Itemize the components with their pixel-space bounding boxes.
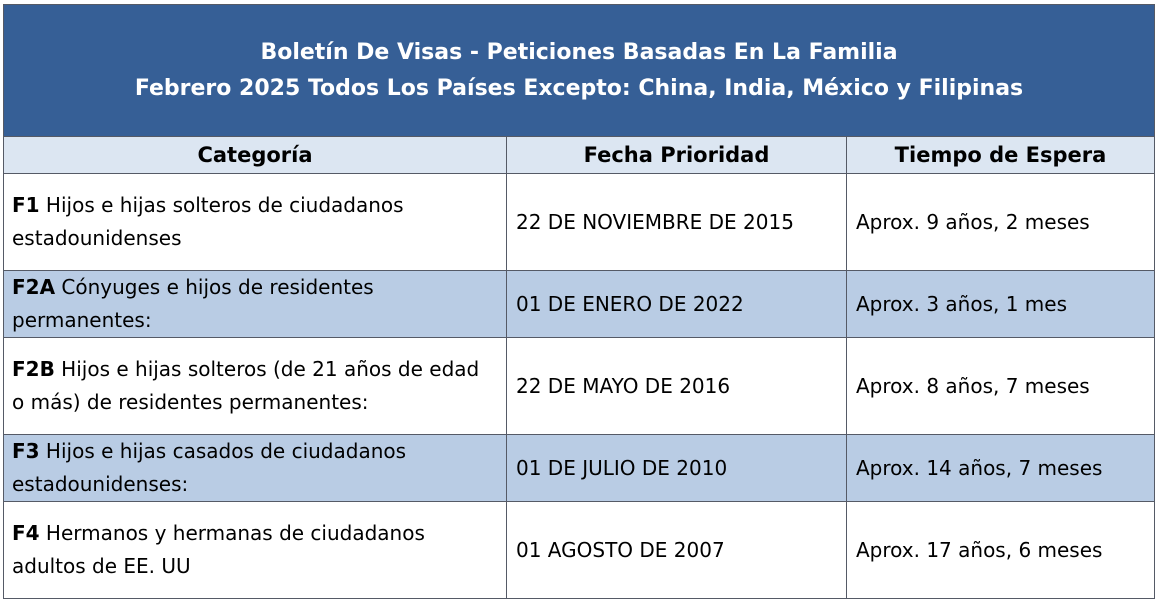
category-description: Hijos e hijas solteros (de 21 años de edad o más) de residentes permanentes:: [12, 357, 480, 414]
category-code: F1: [12, 193, 40, 217]
category-code: F4: [12, 521, 40, 545]
category-cell: [4, 338, 507, 435]
column-header-row: [4, 137, 1155, 174]
category-cell: [4, 174, 507, 271]
table-row-f2a: [4, 271, 1155, 338]
priority-date-cell: 01 AGOSTO DE 2007: [507, 502, 847, 599]
wait-time-cell: Aprox. 3 años, 1 mes: [847, 271, 1155, 338]
priority-date-cell: 22 DE NOVIEMBRE DE 2015: [507, 174, 847, 271]
category-code: F2B: [12, 357, 55, 381]
priority-date-cell: 01 DE ENERO DE 2022: [507, 271, 847, 338]
table-row-f2b: [4, 338, 1155, 435]
priority-date-cell: 22 DE MAYO DE 2016: [507, 338, 847, 435]
category-code: F3: [12, 439, 40, 463]
header-category: Categoría: [4, 137, 507, 174]
wait-time-cell: Aprox. 17 años, 6 meses: [847, 502, 1155, 599]
header-priority-date: Fecha Prioridad: [507, 137, 847, 174]
table-title: [4, 5, 1155, 137]
wait-time-cell: Aprox. 8 años, 7 meses: [847, 338, 1155, 435]
title-line-2: Febrero 2025 Todos Los Países Excepto: China, India, México y Filipinas: [134, 75, 1024, 101]
category-description: Hijos e hijas casados de ciudadanos estadounidenses:: [12, 439, 407, 496]
category-cell: [4, 271, 507, 338]
table-row-f4: [4, 502, 1155, 599]
category-cell: [4, 435, 507, 502]
category-description: Hermanos y hermanas de ciudadanos adultos de EE. UU: [12, 521, 425, 578]
header-wait-time: Tiempo de Espera: [847, 137, 1155, 174]
title-row: [4, 5, 1155, 137]
table-row-f1: [4, 174, 1155, 271]
category-description: Hijos e hijas solteros de ciudadanos estadounidenses: [12, 193, 404, 250]
category-description: Cónyuges e hijos de residentes permanentes:: [12, 275, 374, 332]
wait-time-cell: Aprox. 9 años, 2 meses: [847, 174, 1155, 271]
wait-time-cell: Aprox. 14 años, 7 meses: [847, 435, 1155, 502]
title-line-1: Boletín De Visas - Peticiones Basadas En La Familia: [260, 39, 898, 65]
priority-date-cell: 01 DE JULIO DE 2010: [507, 435, 847, 502]
visa-bulletin-table: [3, 4, 1155, 599]
category-code: F2A: [12, 275, 56, 299]
category-cell: [4, 502, 507, 599]
table-row-f3: [4, 435, 1155, 502]
